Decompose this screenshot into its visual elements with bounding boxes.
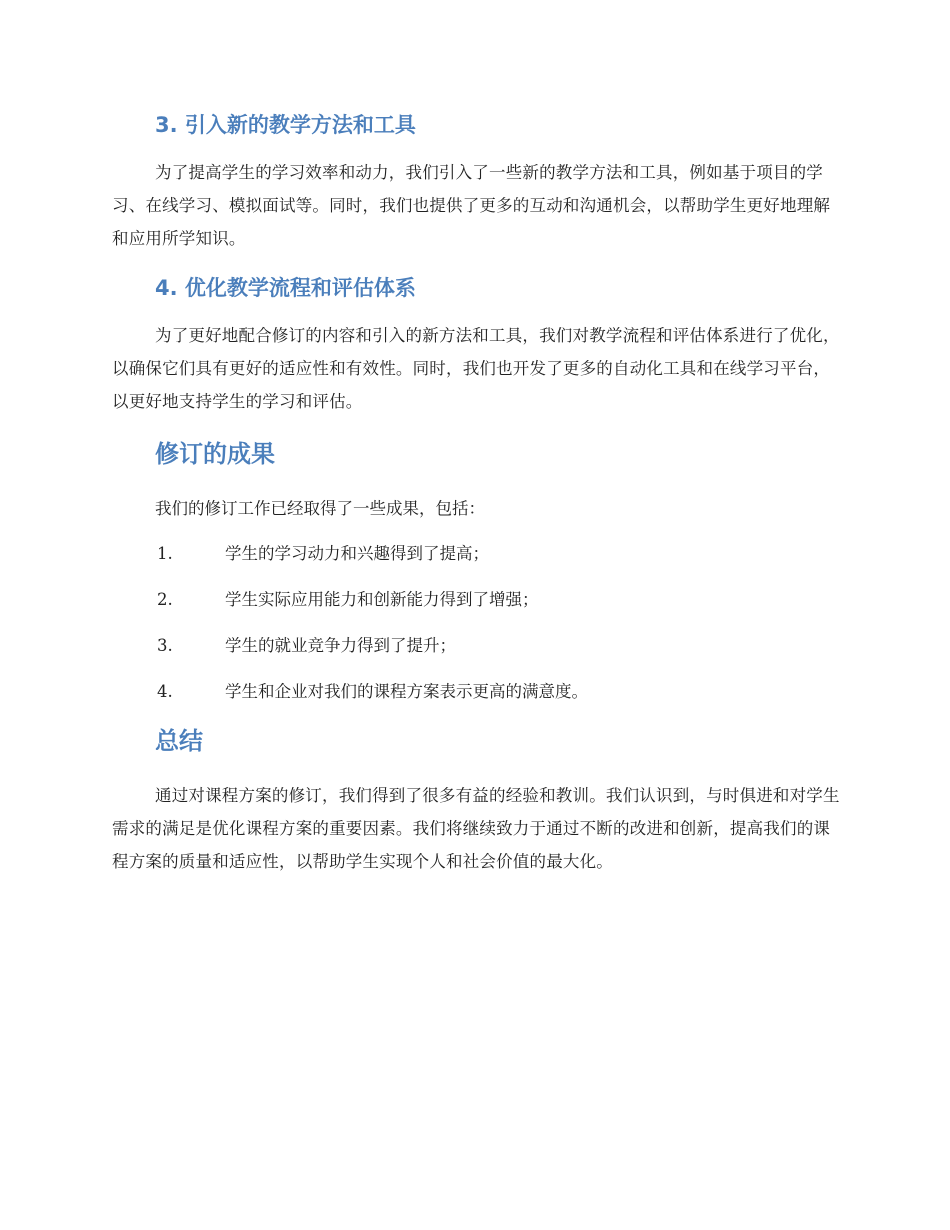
list-item-text: 学生的就业竞争力得到了提升； (225, 636, 456, 655)
document-body (112, 108, 840, 878)
list-item-number: 4. (157, 682, 173, 701)
list-item (112, 577, 840, 623)
list-item-text: 学生和企业对我们的课程方案表示更高的满意度。 (225, 682, 588, 701)
list-item (112, 669, 840, 715)
list-item-text: 学生实际应用能力和创新能力得到了增强； (225, 590, 539, 609)
list-item-number: 1. (157, 544, 173, 563)
list-item-text: 学生的学习动力和兴趣得到了提高； (225, 544, 489, 563)
list-item-number: 3. (157, 636, 173, 655)
results-intro: 我们的修订工作已经取得了一些成果，包括： (155, 499, 485, 518)
results-heading: 修订的成果 (155, 440, 275, 468)
section-4-heading: 4. 优化教学流程和评估体系 (155, 276, 416, 300)
section-4-paragraph: 为了更好地配合修订的内容和引入的新方法和工具，我们对教学流程和评估体系进行了优化，以确保它们具有更好的适应性和有效性。同时，我们也开发了更多的自动化工具和在线学习平台，以更好地支持学生的学习和评估。 (112, 326, 840, 411)
list-item (112, 623, 840, 669)
list-item-number: 2. (157, 590, 173, 609)
section-3-paragraph: 为了提高学生的学习效率和动力，我们引入了一些新的教学方法和工具，例如基于项目的学习、在线学习、模拟面试等。同时，我们也提供了更多的互动和沟通机会，以帮助学生更好地理解和应用所学知识。 (112, 163, 831, 248)
summary-paragraph: 通过对课程方案的修订，我们得到了很多有益的经验和教训。我们认识到，与时俱进和对学生需求的满足是优化课程方案的重要因素。我们将继续致力于通过不断的改进和创新，提高我们的课程方案的质量和适应性，以帮助学生实现个人和社会价值的最大化。 (112, 786, 840, 871)
summary-heading: 总结 (155, 727, 203, 755)
results-list (112, 531, 840, 715)
section-3-heading: 3. 引入新的教学方法和工具 (155, 113, 416, 137)
list-item (112, 531, 840, 577)
